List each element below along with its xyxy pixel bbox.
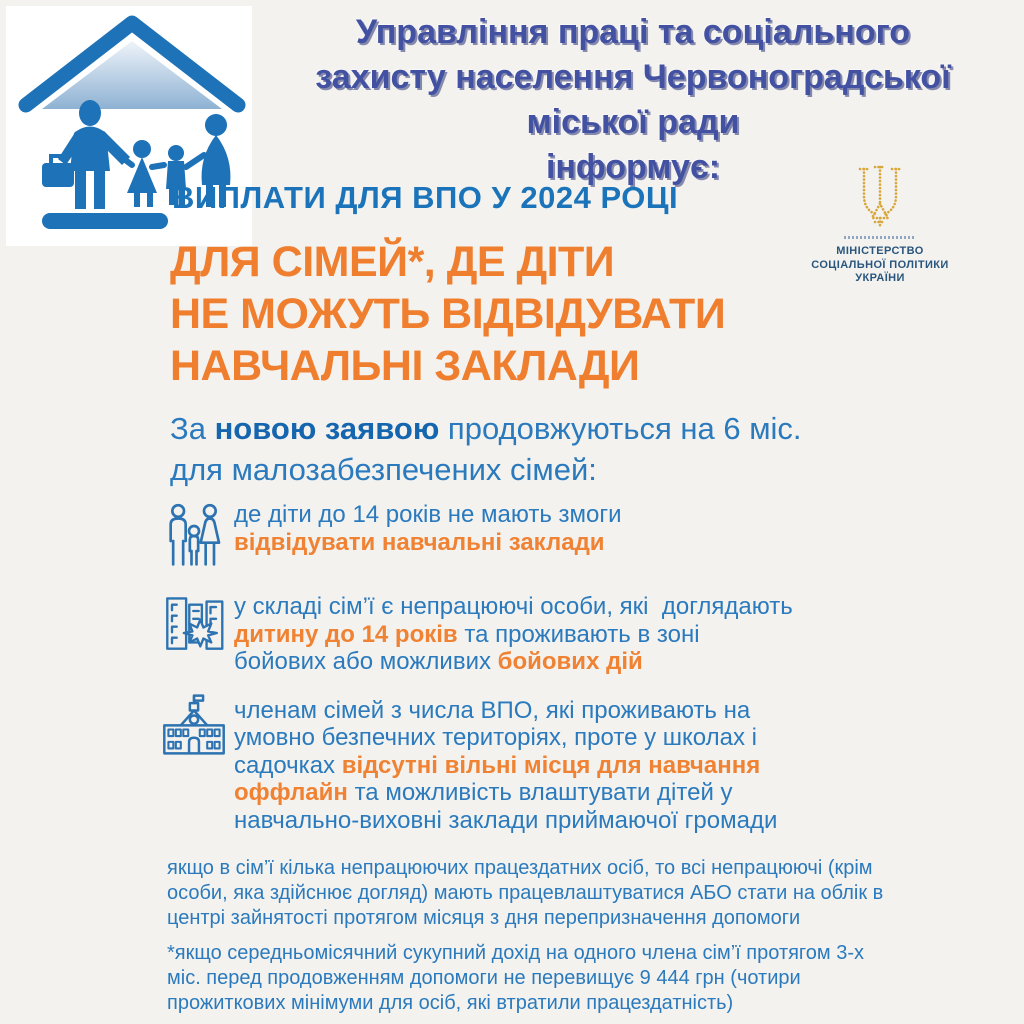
main-heading-line: НАВЧАЛЬНІ ЗАКЛАДИ [170, 342, 640, 390]
org-title-line: інформує: [545, 148, 721, 186]
bullet-item [154, 590, 954, 676]
ministry-name-line: СОЦІАЛЬНОЇ ПОЛІТИКИ [811, 258, 949, 271]
school-building-icon [154, 694, 234, 760]
bullet-list [154, 498, 954, 834]
main-heading-line: НЕ МОЖУТЬ ВІДВІДУВАТИ [170, 290, 726, 338]
org-title-line: Управління праці та соціального [355, 13, 911, 51]
bullet-text: у складі сім’ї є непрацюючі особи, які доглядають дитину до 14 років та проживають в зоні бойових або можливих бойових дій [234, 593, 793, 675]
bullet-item [154, 694, 954, 835]
trident-icon [854, 162, 906, 230]
main-heading [170, 236, 725, 392]
footnote-income-threshold: *якщо середньомісячний сукупний дохід на одного члена сім’ї протягом 3-х міс. перед продовженням допомоги не перевищує 9 444 грн (чотири прожиткових мінімуми для осіб, які втратили працездатність) [167, 942, 865, 1014]
intro-paragraph: За новою заявою продовжуються на 6 міс. для малозабезпечених сімей: [170, 411, 802, 487]
org-title-line: захисту населення Червоноградської [315, 58, 951, 96]
main-heading-line: ДЛЯ СІМЕЙ*, ДЕ ДІТИ [170, 238, 615, 286]
ministry-name-line: МІНІСТЕРСТВО [836, 245, 924, 257]
bullet-text: де діти до 14 років не мають змоги відвідувати навчальні заклади [234, 501, 622, 556]
ministry-motto-line [844, 236, 916, 239]
payments-header: ВИПЛАТИ ДЛЯ ВПО У 2024 РОЦІ [172, 180, 679, 215]
ministry-logo-block [798, 162, 962, 286]
ministry-name-line: УКРАЇНИ [855, 272, 905, 284]
bullet-item [154, 498, 954, 574]
ministry-name [798, 245, 962, 286]
org-title-line: міської ради [526, 103, 740, 141]
bullet-text: членам сімей з числа ВПО, які проживають на умовно безпечних територіях, проте у школах і садочках відсутні вільні місця для навчання оффлайн та можливість влаштувати дітей у навчально-виховні заклади приймаючої громади [234, 696, 778, 834]
footnote-employment: якщо в сім’ї кілька непрацюючих працездатних осіб, то всі непрацюючі (крім особи, яка здійснює догляд) мають працевлаштуватися АБО стати на облік в центрі зайнятості протягом місяця з дня перепризначення допомоги [167, 857, 884, 929]
family-outline-icon [154, 498, 234, 574]
damaged-buildings-icon [154, 590, 234, 654]
